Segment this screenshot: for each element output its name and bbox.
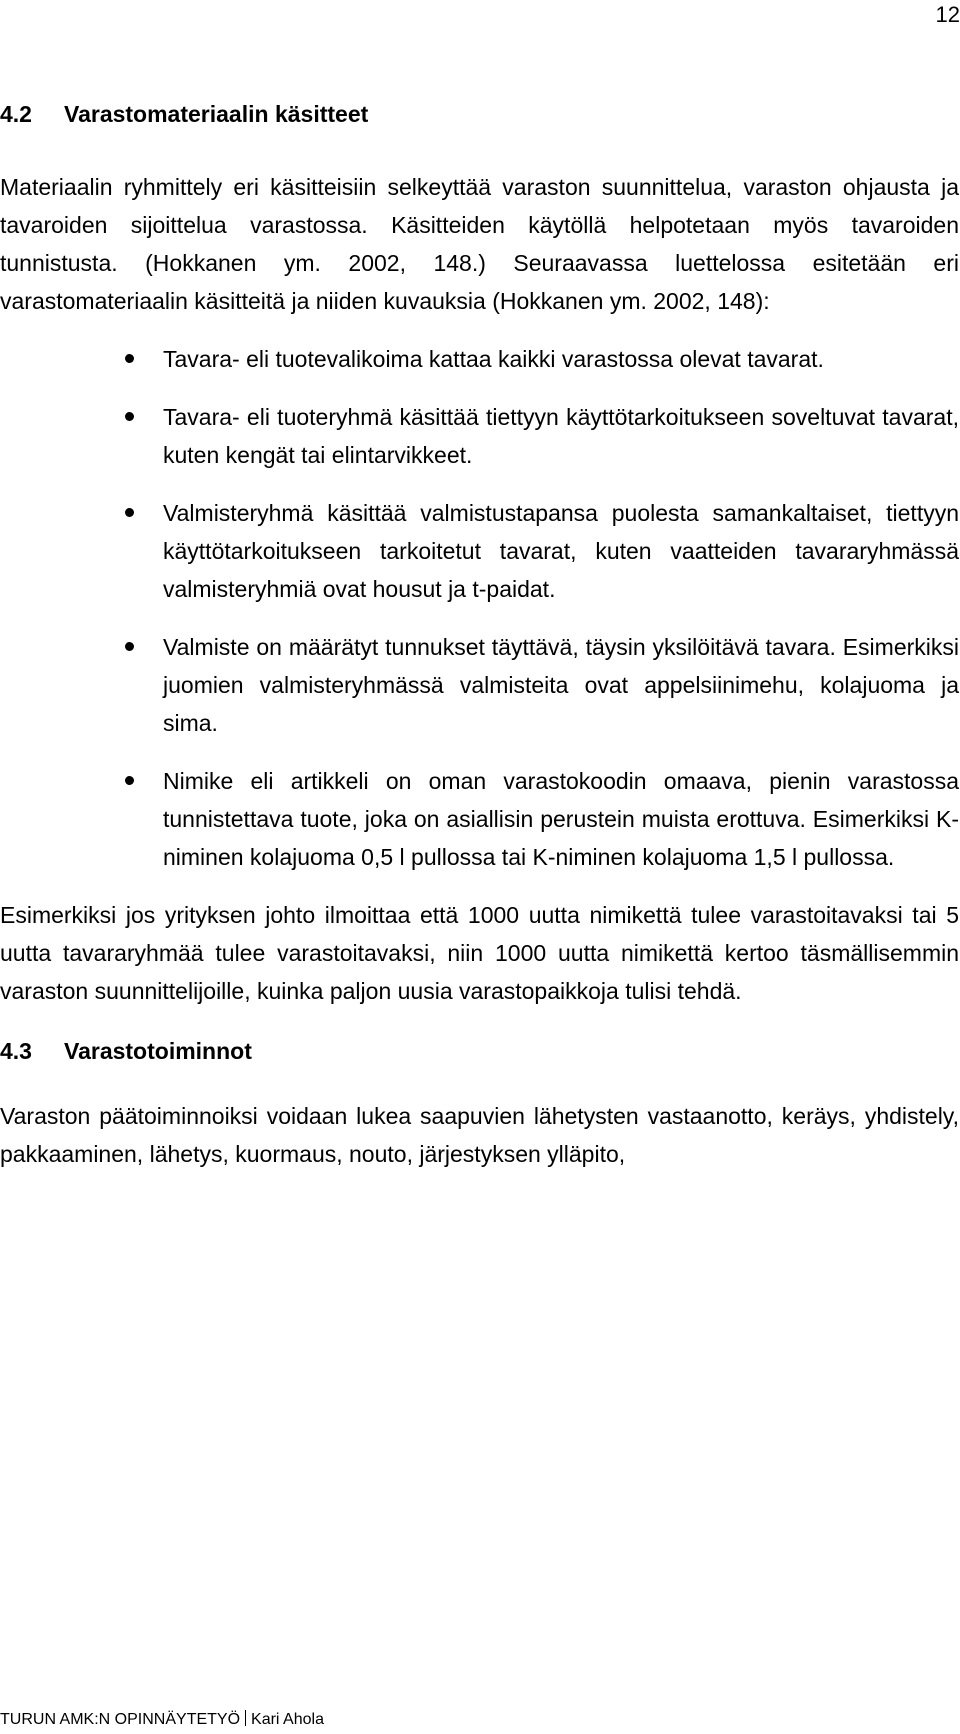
intro-paragraph: Materiaalin ryhmittely eri käsitteisiin selkeyttää varaston suunnittelua, varaston ohjausta ja tavaroiden sijoittelua varastossa. Käsitteiden käytöllä helpotetaan myös tavaroiden tunnistusta. (Hokkanen ym. 2002, 148.) Seuraavassa luettelossa esitetään eri varastomateriaalin käsitteitä ja niiden kuvauksia (Hokkanen ym. 2002, 148): [0,174,959,314]
section-title: Varastotoiminnot [64,1038,252,1064]
concept-list [0,340,960,876]
page-content [0,95,960,1173]
footer-separator [245,1710,246,1726]
page-number: 12 [935,2,960,27]
list-item [0,340,959,378]
bullet-icon [125,776,134,785]
list-item [0,494,959,608]
footer-publication: TURUN AMK:N OPINNÄYTETYÖ [0,1711,241,1728]
section-title: Varastomateriaalin käsitteet [64,101,369,127]
section-heading-4-2 [0,95,960,133]
footer-author: Kari Ahola [251,1711,324,1728]
section-number: 4.2 [0,101,32,127]
final-paragraph: Varaston päätoiminnoiksi voidaan lukea saapuvien lähetysten vastaanotto, keräys, yhdistely, pakkaaminen, lähetys, kuormaus, nouto, järjestyksen ylläpito, [0,1103,959,1167]
list-item [0,398,959,474]
section-number: 4.3 [0,1038,32,1064]
list-item-text: Valmisteryhmä käsittää valmistustapansa puolesta samankaltaiset, tiettyyn käyttötarkoitukseen tarkoitetut tavarat, kuten vaatteiden tavararyhmässä valmisteryhmiä ovat housut ja t-paidat. [163,500,959,602]
bullet-icon [125,508,134,517]
page-footer [0,1710,324,1730]
bullet-icon [125,354,134,363]
list-item-text: Valmiste on määrätyt tunnukset täyttävä, täysin yksilöitävä tavara. Esimerkiksi juomien valmisteryhmässä valmisteita ovat appelsiinimehu, kolajuoma ja sima. [163,634,959,736]
list-item [0,628,959,742]
bullet-icon [125,412,134,421]
list-item-text: Tavara- eli tuoteryhmä käsittää tiettyyn käyttötarkoitukseen soveltuvat tavarat, kuten kengät tai elintarvikkeet. [163,404,959,468]
list-item [0,762,959,876]
section-heading-4-3 [0,1032,960,1070]
example-paragraph: Esimerkiksi jos yrityksen johto ilmoittaa että 1000 uutta nimikettä tulee varastoitavaksi tai 5 uutta tavararyhmää tulee varastoitavaksi, niin 1000 uutta nimikettä kertoo täsmällisemmin varaston suunnittelijoille, kuinka paljon uusia varastopaikkoja tulisi tehdä. [0,902,959,1004]
list-item-text: Nimike eli artikkeli on oman varastokoodin omaava, pienin varastossa tunnistettava tuote, joka on asiallisin perustein muista erottuva. Esimerkiksi K-niminen kolajuoma 0,5 l pullossa tai K-niminen kolajuoma 1,5 l pullossa. [163,768,959,870]
bullet-icon [125,642,134,651]
list-item-text: Tavara- eli tuotevalikoima kattaa kaikki varastossa olevat tavarat. [163,346,824,372]
